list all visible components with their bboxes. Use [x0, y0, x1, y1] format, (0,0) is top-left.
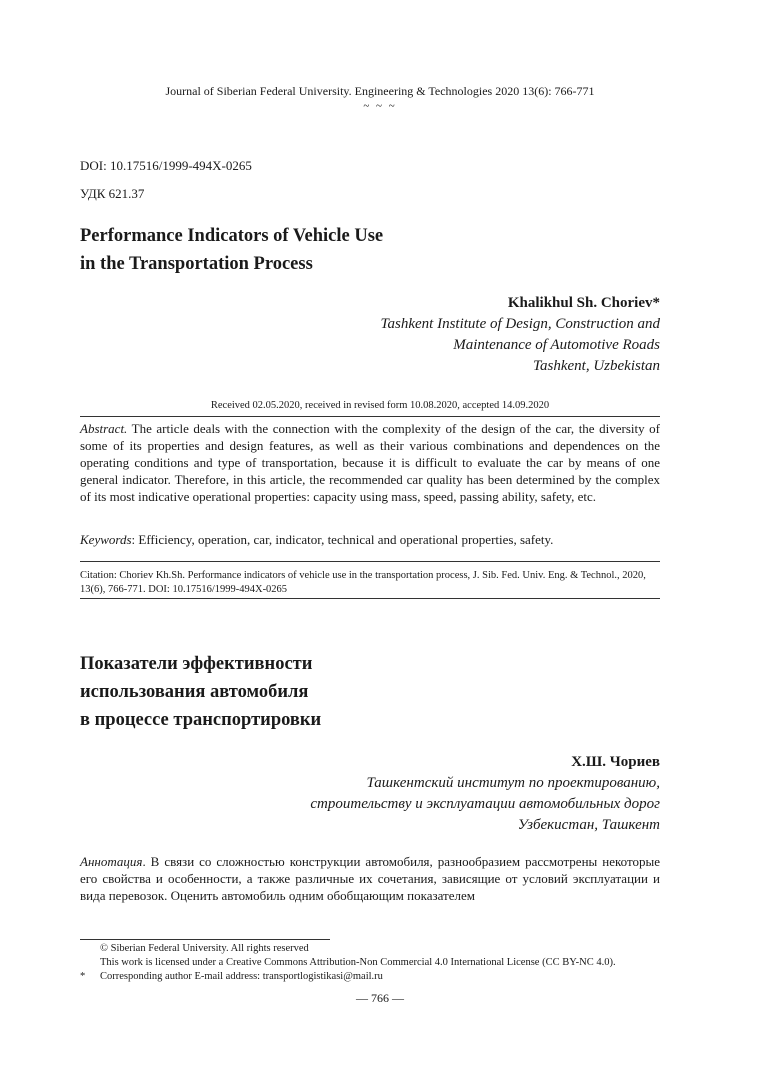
- english-affiliation-line: Tashkent Institute of Design, Construction and: [380, 316, 660, 332]
- copyright-footnote: © Siberian Federal University. All rights reserved: [100, 943, 309, 954]
- english-title: [80, 222, 383, 278]
- english-affiliation-line: Tashkent, Uzbekistan: [533, 358, 660, 374]
- russian-affiliation-line: строительству и эксплуатации автомобильных дорог: [310, 796, 660, 812]
- abstract-label: Abstract.: [80, 421, 128, 436]
- license-footnote: This work is licensed under a Creative Commons Attribution-Non Commercial 4.0 International License (CC BY-NC 4.0).: [100, 957, 616, 968]
- english-keywords: [80, 531, 660, 548]
- russian-author-block: [310, 752, 660, 836]
- english-title-line: Performance Indicators of Vehicle Use: [80, 226, 384, 246]
- english-affiliation-line: Maintenance of Automotive Roads: [453, 337, 660, 353]
- english-author: Khalikhul Sh. Choriev*: [507, 295, 660, 311]
- received-dates: Received 02.05.2020, received in revised form 10.08.2020, accepted 14.09.2020: [210, 400, 550, 411]
- divider: [80, 561, 660, 562]
- udc: УДК 621.37: [80, 186, 145, 201]
- citation: Citation: Choriev Kh.Sh. Performance indicators of vehicle use in the transportation process, J. Sib. Fed. Univ. Eng. & Technol., 2020, 13(6), 766-771. DOI: 10.17516/1999-494X-0265: [80, 570, 646, 595]
- russian-affiliation-line: Узбекистан, Ташкент: [517, 817, 660, 833]
- russian-abstract-text: . В связи со сложностью конструкции автомобиля, разнообразием рассмотрены некоторые его свойства и особенности, а также различные их сочетания, зависящие от условий эксплуатации и вида перевозок. Оценить автомобиль одним обобщающим показателем: [80, 854, 660, 903]
- english-title-line: in the Transportation Process: [80, 254, 313, 274]
- divider: [80, 598, 660, 599]
- header-ornament: ~ ~ ~: [363, 100, 397, 112]
- russian-title-line: в процессе транспортировки: [80, 710, 322, 730]
- keywords-text: : Efficiency, operation, car, indicator, technical and operational properties, safety.: [131, 532, 554, 547]
- russian-author: Х.Ш. Чориев: [571, 754, 660, 770]
- english-abstract: [80, 420, 660, 505]
- page-number: — 766 —: [356, 991, 404, 1005]
- footnote-star: *: [80, 971, 86, 982]
- journal-header: Journal of Siberian Federal University. Engineering & Technologies 2020 13(6): 766-771: [165, 84, 595, 98]
- russian-abstract: [80, 853, 660, 904]
- russian-abstract-label: Аннотация: [80, 854, 143, 869]
- russian-title-line: Показатели эффективности: [80, 654, 313, 674]
- russian-title-line: использования автомобиля: [80, 682, 309, 702]
- corresponding-author-footnote: Corresponding author E-mail address: transportlogistikasi@mail.ru: [100, 971, 383, 982]
- russian-affiliation-line: Ташкентский институт по проектированию,: [366, 775, 660, 791]
- english-author-block: [381, 293, 660, 377]
- divider: [80, 416, 660, 417]
- footnote-rule: [80, 939, 330, 940]
- keywords-label: Keywords: [80, 532, 132, 547]
- russian-title: [80, 650, 321, 734]
- doi: DOI: 10.17516/1999-494X-0265: [80, 158, 252, 173]
- abstract-text: The article deals with the connection with the complexity of the design of the car, the diversity of some of its properties and design features, as well as their various combinations and dependences on the operating conditions and type of transportation, because it is difficult to evaluate the car by means of one general indicator. Therefore, in this article, the recommended car quality has been determined by the complex of its most indicative operational properties: capacity using mass, speed, passing ability, safety, etc.: [80, 421, 660, 504]
